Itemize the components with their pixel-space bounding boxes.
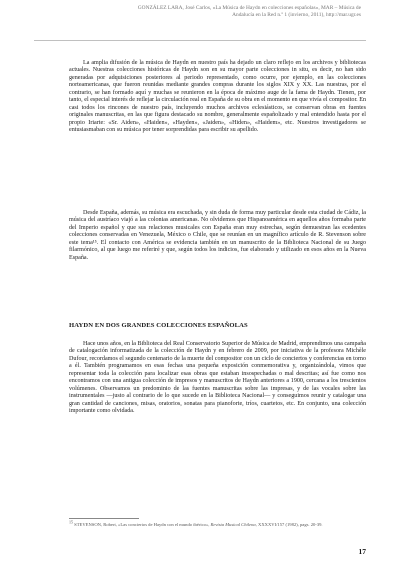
body-paragraph-1: La amplia difusión de la música de Haydn en nuestro país ha dejado un claro reflejo en los archivos y bibliotecas actuales. Nuestras colecciones históricas de Haydn son en su mayor parte colecciones in situ, es decir, no han sido generadas por adquisiciones posteriores al periodo representado, como ocurre, por ejemplo, en las colecciones norteamericanas, que fueron reunidas mediante grandes compras durante los siglos XIX y XX. Las nuestras, por el contrario, se han formado aquí y muchas se reunieron en la época de máximo auge de la fama de Haydn. Tienen, por tanto, el especial interés de reflejar la circulación real en España de su obra en el momento en que vivía el compositor. En casi todos los rincones de nuestro país, incluyendo muchos archivos eclesiásticos, se conservan obras en fuentes originales manuscritas, en las que figura destacado su nombre, generalmente españolizado y mal entendido hasta por el propio Iriarte: «Sr. Aiden», «Haiden», «Hayden», «Jaiden», «Hiden», «Haidem», etc. Nuestros investigadores se entusiasmaban con su música por tener sorprendidas para escribir su apellido.	[69, 60, 366, 134]
section-heading: HAYDN EN DOS GRANDES COLECCIONES ESPAÑOLAS	[69, 322, 248, 329]
footnote-journal: Revista Musical Chilena	[210, 522, 256, 527]
running-header	[0, 5, 400, 19]
body-paragraph-3: Hace unos años, en la Biblioteca del Real Conservatorio Superior de Música de Madrid, emprendimos una campaña de catalogación informatizada de la colección de Haydn y en febrero de 2009, por iniciativa de la profesora Michèle Dufour, recordamos el segundo centenario de la muerte del compositor con un ciclo de conciertos y conferencias en torno a él. También programamos en esas fechas una pequeña exposición conmemorativa y, organizándola, vimos que representar toda la colección para localizar esas obras que estaban insospechadas o mal descritas; así fue como nos encontramos con una antigua colección de impresos y manuscritos de Haydn anteriores a 1900, cercana a los trescientos volúmenes. Observamos un predominio de las fuentes manuscritas sobre las impresas, y de las vocales sobre las instrumentales —justo al contrario de lo que sucede en la Biblioteca Nacional— y conseguimos reunir y catalogar una gran cantidad de canciones, misas, oratorios, sonatas para pianoforte, tríos, cuartetos, etc. En conjunto, una colección importante como olvidada.	[69, 341, 366, 415]
footnote-rest: , XXXXVI/157 (1982), pags. 20-39.	[255, 522, 323, 527]
page-number: 17	[358, 547, 366, 556]
header-rule	[34, 40, 366, 41]
header-citation-line1: GONZÁLEZ LARA, José Carlos, «La Música de Haydn en colecciones españolas», MAR – Música de	[137, 5, 361, 11]
header-citation-line2: Andalucía en la Red n.º 1 (invierno, 2011), http://mar.ugr.es	[232, 11, 361, 18]
footnote-rule	[69, 518, 139, 519]
footnote	[69, 519, 366, 528]
body-paragraph-2: Desde España, además, su música era escuchada, y sin duda de forma muy particular desde esta ciudad de Cádiz, la música del austríaco viajó a las colonias americanas. No olvidemos que Hispanoamérica en aquellos años formaba parte del Imperio español y que sus relaciones musicales con España eran muy estrechas, según demuestran las ecedentes colecciones conservadas en Venezuela, México o Chile, que se reunían en un magnífico artículo de R. Stevenson sobre este tema¹⁵. El contacto con América se evidencia también en un manuscrito de la Biblioteca Nacional de su Juego filarmónico, al que luego me referiré y que, según todos los indicios, fue elaborado y utilizado en esos años en la Nueva España.	[69, 210, 366, 261]
footnote-author: STEVENSON, Robert, «Las conciertos de Haydn con el mundo ibérico»,	[74, 522, 211, 527]
footnote-number: 15	[69, 519, 73, 525]
